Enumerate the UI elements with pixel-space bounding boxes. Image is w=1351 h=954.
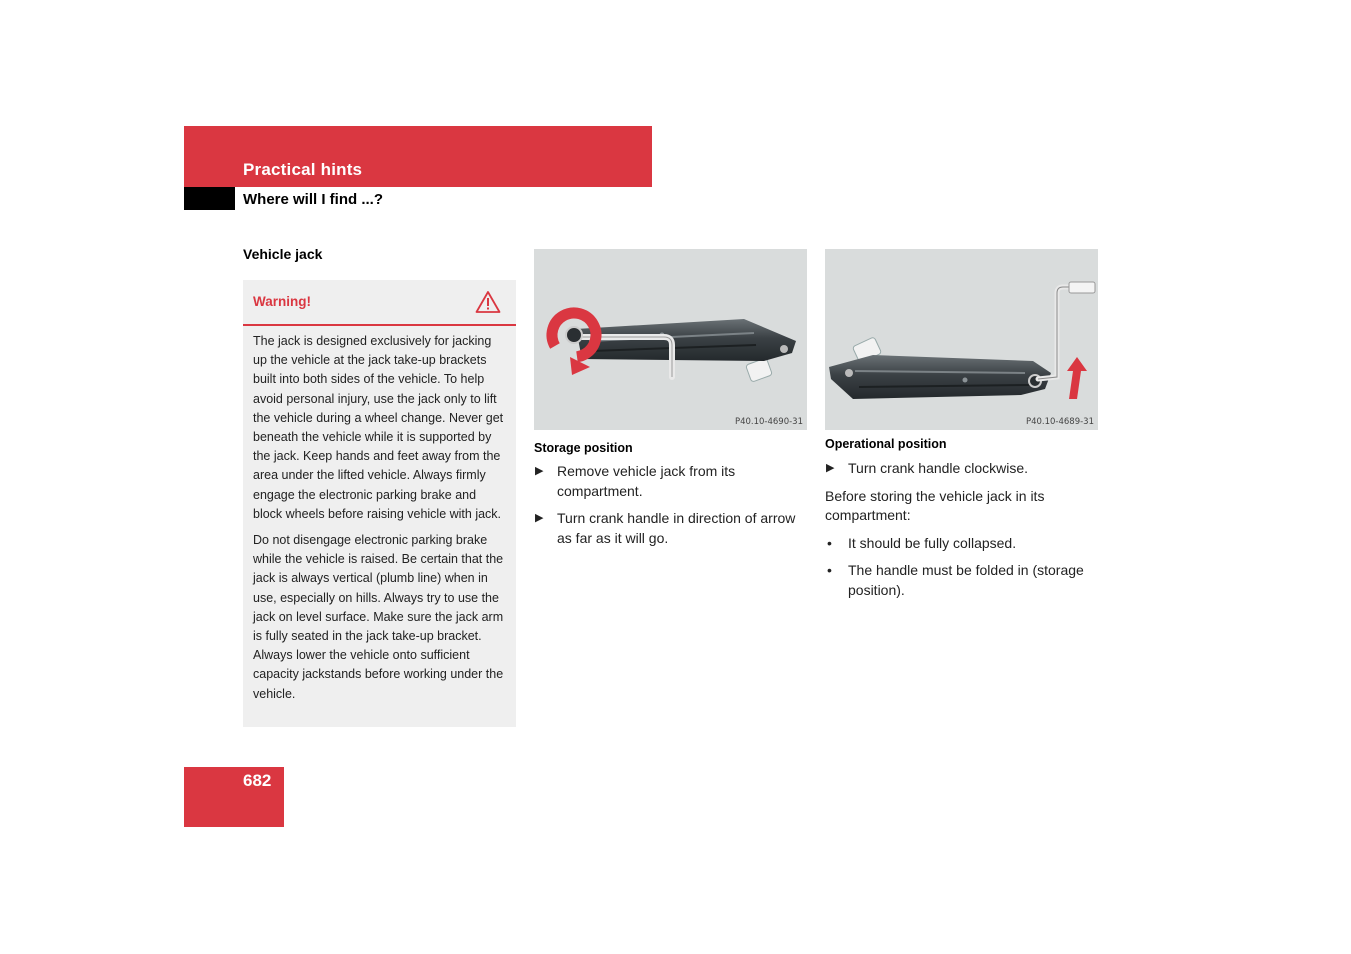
warning-box xyxy=(243,280,516,727)
warning-header xyxy=(243,280,516,326)
warning-label: Warning! xyxy=(253,294,311,309)
bullet-icon: • xyxy=(827,534,832,551)
instruction-step: ▶ Remove vehicle jack from its compartment. xyxy=(535,463,736,499)
step-arrow-icon: ▶ xyxy=(535,465,544,477)
warning-triangle-icon xyxy=(475,290,501,314)
instruction-step: ▶ Turn crank handle clockwise. xyxy=(825,459,1100,479)
jack-illustration xyxy=(534,249,807,430)
topic-heading: Vehicle jack xyxy=(243,246,323,262)
instruction-step: ▶ Turn crank handle in direction of arrow as far as it will go. xyxy=(535,510,796,546)
operational-caption: Operational position xyxy=(825,437,947,451)
figure-code: P40.10-4689-31 xyxy=(1025,417,1094,427)
subsection-title: Where will I find ...? xyxy=(243,191,384,208)
page-number: 682 xyxy=(243,771,272,790)
section-title: Practical hints xyxy=(243,160,363,179)
warning-text xyxy=(243,326,516,704)
list-item: • It should be fully collapsed. xyxy=(825,534,1100,554)
operational-content xyxy=(825,459,1100,608)
warning-paragraph: The jack is designed exclusively for jacking up the vehicle at the jack take-up brackets built into both sides of the vehicle. To help avoid personal injury, use the jack only to lift the vehicle during a wheel change. Never get beneath the vehicle while it is supported by the jack. Keep hands and feet away from the area under the lifted vehicle. Always firmly engage the electronic parking brake and block wheels before raising vehicle with jack. xyxy=(253,334,504,521)
storage-steps xyxy=(534,462,814,556)
bullet-icon: • xyxy=(827,562,832,578)
warning-paragraph: Do not disengage electronic parking brake while the vehicle is raised. Be certain that the jack is always vertical (plumb line) when in use, especially on hills. Always try to use the jack on level surface. Make sure the jack arm is fully seated in the jack take-up bracket. Always lower the vehicle onto sufficient capacity jackstands before working under the vehicle. xyxy=(253,533,504,701)
before-storing-text: Before storing the vehicle jack in its compartment: xyxy=(825,487,1045,523)
step-arrow-icon: ▶ xyxy=(535,512,544,524)
storage-position-figure xyxy=(534,249,807,430)
step-arrow-icon: ▶ xyxy=(826,462,835,474)
list-item: • The handle must be folded in (storage position). xyxy=(827,562,1084,598)
operational-position-figure xyxy=(825,249,1098,430)
storage-caption: Storage position xyxy=(534,441,633,455)
header-marker xyxy=(184,187,235,210)
figure-code: P40.10-4690-31 xyxy=(734,417,803,427)
jack-illustration xyxy=(825,249,1098,430)
